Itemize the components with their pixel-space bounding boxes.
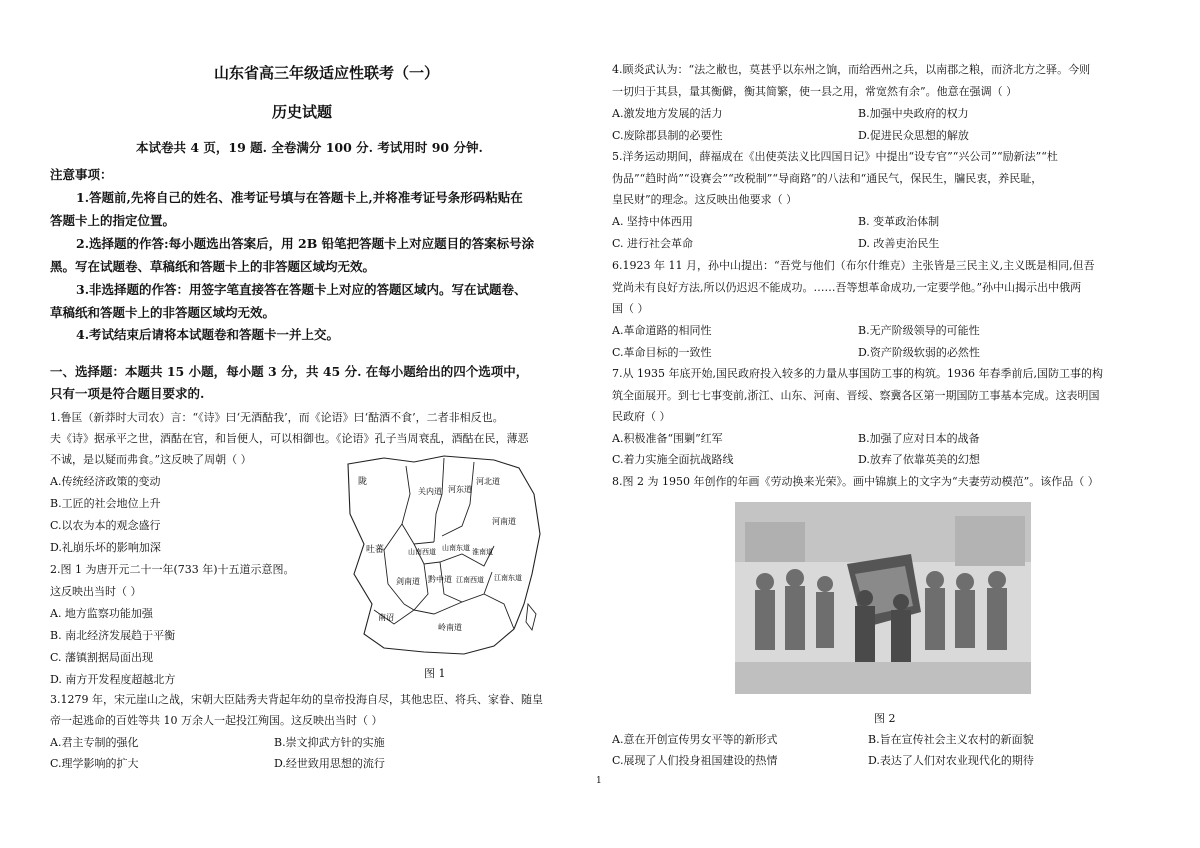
question-4-option: A.激发地方发展的活力 bbox=[612, 107, 723, 120]
notes-item: 2.选择题的作答:每小题选出答案后，用 2B 铅笔把答题卡上对应题目的答案标号涂 bbox=[76, 236, 535, 251]
question-6-option: D.资产阶级软弱的必然性 bbox=[858, 346, 980, 359]
map-label: 岭南道 bbox=[438, 623, 462, 632]
map-label: 河南道 bbox=[492, 517, 516, 526]
map-label: 江南西道 bbox=[456, 576, 484, 584]
question-8-option: D.表达了人们对农业现代化的期待 bbox=[868, 754, 1034, 767]
question-8-option: C.展现了人们投身祖国建设的热情 bbox=[612, 754, 778, 767]
question-5-text: 皇民财”的理念。这反映出他要求（ ） bbox=[612, 193, 798, 206]
notes-item: 4.考试结束后请将本试题卷和答题卡一并上交。 bbox=[76, 327, 340, 342]
map-label: 黔中道 bbox=[428, 575, 452, 584]
map-label: 江南东道 bbox=[494, 574, 522, 582]
question-4-text: 4.顾炎武认为：“法之敝也，莫甚乎以东州之饷，而给西州之兵，以南郡之粮，而济北方之驿。今则 bbox=[612, 63, 1091, 76]
question-7-text: 筑全面展开。到七七事变前,浙江、山东、河南、晋绥、察冀各区第一期国防工事基本完成。这表明国 bbox=[612, 389, 1100, 402]
question-3-option: B.崇文抑武方针的实施 bbox=[274, 736, 385, 749]
question-5-text: 伪品”“趋时尚”“设赛会”“改税制”“导商路”的八法和“通民气，保民生，牖民衷，养民耻， bbox=[612, 172, 1043, 185]
question-8-option: A.意在开创宣传男女平等的新形式 bbox=[612, 733, 778, 746]
question-3-text: 3.1279 年，宋元崖山之战，宋朝大臣陆秀夫背起年幼的皇帝投海自尽，其他忠臣、将兵、家眷、随皇 bbox=[50, 693, 543, 706]
question-3-option: D.经世致用思想的流行 bbox=[274, 757, 385, 770]
question-2-option: C. 藩镇割据局面出现 bbox=[50, 651, 154, 664]
question-8-option: B.旨在宣传社会主义农村的新面貌 bbox=[868, 733, 1034, 746]
map-label: 河北道 bbox=[476, 477, 500, 486]
labor-honor-new-year-painting bbox=[735, 502, 1031, 694]
question-2-text: 2.图 1 为唐开元二十一年(733 年)十五道示意图。 bbox=[50, 563, 295, 576]
notes-heading: 注意事项： bbox=[50, 167, 113, 182]
map-label: 山南西道 bbox=[408, 548, 436, 556]
section-heading: 只有一项是符合题目要求的. bbox=[50, 386, 205, 401]
tang-fifteen-circuits-map bbox=[344, 454, 546, 658]
question-1-option: D.礼崩乐坏的影响加深 bbox=[50, 541, 161, 554]
question-1-option: B.工匠的社会地位上升 bbox=[50, 497, 161, 510]
question-7-option: A.积极准备“围剿”红军 bbox=[612, 432, 723, 445]
question-5-option: D. 改善吏治民生 bbox=[858, 237, 940, 250]
map-label: 陇 bbox=[358, 477, 368, 487]
question-4-option: C.废除郡县制的必要性 bbox=[612, 129, 723, 142]
map-label: 关内道 bbox=[418, 487, 442, 496]
question-6-option: C.革命目标的一致性 bbox=[612, 346, 712, 359]
exam-title: 山东省高三年级适应性联考（一） bbox=[214, 64, 440, 82]
map-label: 吐蕃 bbox=[366, 545, 385, 555]
question-3-option: C.理学影响的扩大 bbox=[50, 757, 139, 770]
question-2-option: A. 地方监察功能加强 bbox=[50, 607, 153, 620]
map-label: 剑南道 bbox=[396, 577, 420, 586]
question-4-option: D.促进民众思想的解放 bbox=[858, 129, 969, 142]
question-6-option: B.无产阶级领导的可能性 bbox=[858, 324, 980, 337]
question-7-text: 民政府（ ） bbox=[612, 410, 671, 423]
section-heading: 一、选择题：本题共 15 小题，每小题 3 分，共 45 分. 在每小题给出的四个选项中， bbox=[50, 364, 529, 379]
notes-item: 1.答题前,先将自己的姓名、准考证号填与在答题卡上,并将准考证号条形码粘贴在 bbox=[76, 190, 523, 205]
question-1-text: 夫《诗》据承平之世，酒酤在官，和旨便人，可以相御也。《论语》孔子当周衰乱，酒酤在民，薄恶 bbox=[50, 432, 529, 445]
question-7-option: C.着力实施全面抗战路线 bbox=[612, 453, 734, 466]
map-label: 淮南道 bbox=[472, 548, 493, 556]
question-2-option: B. 南北经济发展趋于平衡 bbox=[50, 629, 176, 642]
question-5-text: 5.洋务运动期间，薛福成在《出使英法义比四国日记》中提出“设专官”“兴公司”“励新法”“杜 bbox=[612, 150, 1058, 163]
question-1-text: 1.鲁匡（新莽时大司农）言：“《诗》曰‘无酒酤我’，而《论语》曰‘酤酒不食’，二者非相反也。 bbox=[50, 411, 504, 424]
question-7-text: 7.从 1935 年底开始,国民政府投入较多的力量从事国防工事的构筑。1936 年春季前后,国防工事的构 bbox=[612, 367, 1103, 380]
question-3-option: A.君主专制的强化 bbox=[50, 736, 139, 749]
question-5-option: B. 变革政治体制 bbox=[858, 215, 940, 228]
question-6-text: 党尚未有良好方法,所以仍迟迟不能成功。……吾等想革命成功,一定要学他。”孙中山揭示出中俄两 bbox=[612, 281, 1082, 294]
map-label: 河东道 bbox=[448, 485, 472, 494]
question-6-text: 国（ ） bbox=[612, 302, 649, 315]
question-1-option: C.以农为本的观念盛行 bbox=[50, 519, 161, 532]
figure-1-caption: 图 1 bbox=[424, 667, 446, 680]
page-number: 1 bbox=[596, 776, 602, 786]
question-2-text: 这反映出当时（ ） bbox=[50, 585, 142, 598]
figure-2-caption: 图 2 bbox=[874, 712, 896, 725]
question-8-text: 8.图 2 为 1950 年创作的年画《劳动换来光荣》。画中锦旗上的文字为“夫妻劳动模范”。该作品（ ） bbox=[612, 475, 1099, 488]
notes-item: 3.非选择题的作答：用签字笔直接答在答题卡上对应的答题区域内。写在试题卷、 bbox=[76, 282, 527, 297]
subject-title: 历史试题 bbox=[272, 103, 333, 121]
map-label: 南诏 bbox=[378, 613, 394, 622]
question-7-option: B.加强了应对日本的战备 bbox=[858, 432, 980, 445]
question-3-text: 帝一起逃命的百姓等共 10 万余人一起投江殉国。这反映出当时（ ） bbox=[50, 714, 383, 727]
notes-item: 黑。写在试题卷、草稿纸和答题卡上的非答题区域均无效。 bbox=[50, 259, 376, 274]
question-1-text: 不诚，是以疑而弗食。”这反映了周朝（ ） bbox=[50, 453, 252, 466]
question-2-option: D. 南方开发程度超越北方 bbox=[50, 673, 176, 686]
notes-item: 答题卡上的指定位置。 bbox=[50, 213, 176, 228]
question-7-option: D.放弃了依靠英美的幻想 bbox=[858, 453, 980, 466]
question-1-option: A.传统经济政策的变动 bbox=[50, 475, 161, 488]
exam-info: 本试卷共 4 页，19 题. 全卷满分 100 分. 考试用时 90 分钟. bbox=[136, 140, 483, 155]
question-5-option: C. 进行社会革命 bbox=[612, 237, 694, 250]
question-5-option: A. 坚持中体西用 bbox=[612, 215, 693, 228]
map-label: 山南东道 bbox=[442, 544, 470, 552]
question-4-text: 一切归于其县，量其衡僻，衡其简繁，使一县之用，常宽然有余”。他意在强调（ ） bbox=[612, 85, 1018, 98]
question-6-text: 6.1923 年 11 月，孙中山提出：“吾党与他们（布尔什维克）主张皆是三民主义,主义既是相同,但吾 bbox=[612, 259, 1095, 272]
notes-item: 草稿纸和答题卡上的非答题区域均无效。 bbox=[50, 305, 276, 320]
question-6-option: A.革命道路的相同性 bbox=[612, 324, 712, 337]
question-4-option: B.加强中央政府的权力 bbox=[858, 107, 969, 120]
